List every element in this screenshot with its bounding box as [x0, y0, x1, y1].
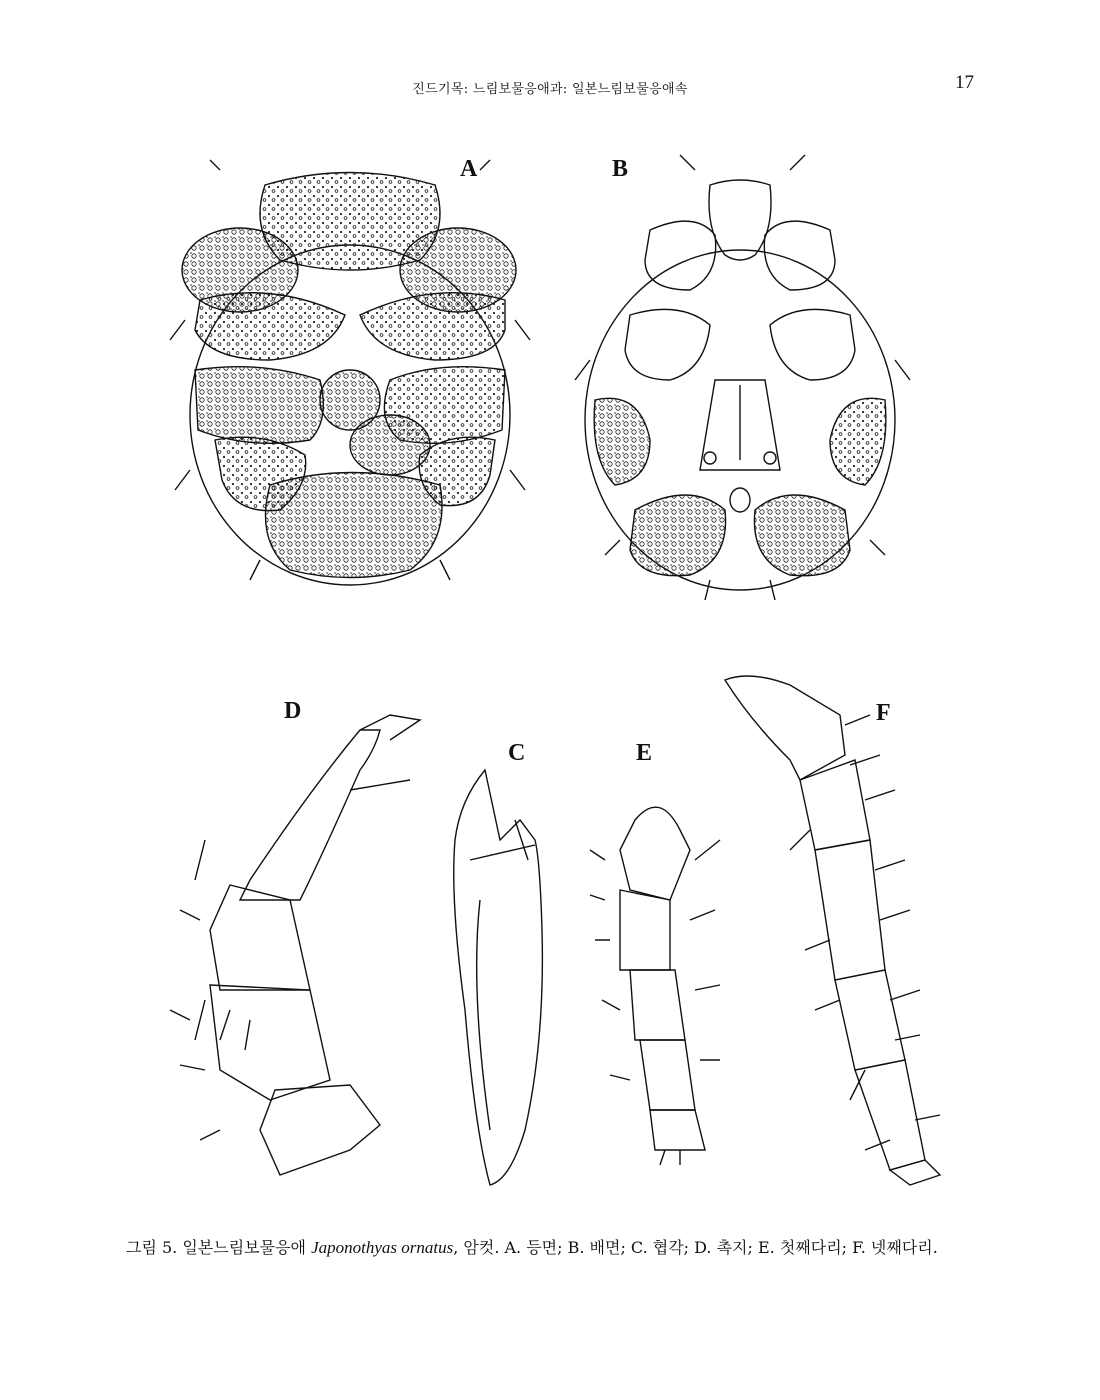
panel-c-chelicera [454, 770, 543, 1185]
caption-suffix: , 암컷. A. 등면; B. 배면; C. 협각; D. 촉지; E. 첫째다리; F. 넷째다리. [453, 1238, 938, 1257]
panel-b-ventral-view [575, 155, 910, 600]
figure-illustrations [150, 140, 970, 1200]
running-head: 진드기목: 느림보물응애과: 일본느림보물응애속 [412, 82, 688, 97]
panel-f-fourth-leg [725, 676, 940, 1185]
panel-d-label: D [284, 698, 302, 724]
panel-e-first-leg [590, 807, 720, 1165]
panel-c-label: C [508, 740, 526, 766]
figure-5 [150, 140, 970, 1200]
page-number: 17 [955, 72, 974, 93]
panel-a-dorsal-view [170, 160, 530, 585]
panel-f-label: F [876, 700, 891, 726]
panel-a-label: A [460, 156, 478, 182]
caption-species: Japonothyas ornatus [311, 1238, 454, 1257]
panel-b-label: B [612, 156, 629, 182]
figure-caption [126, 1233, 976, 1262]
panel-d-palp [170, 715, 420, 1175]
caption-prefix: 그림 5. 일본느림보물응애 [126, 1238, 312, 1257]
panel-e-label: E [636, 740, 653, 766]
